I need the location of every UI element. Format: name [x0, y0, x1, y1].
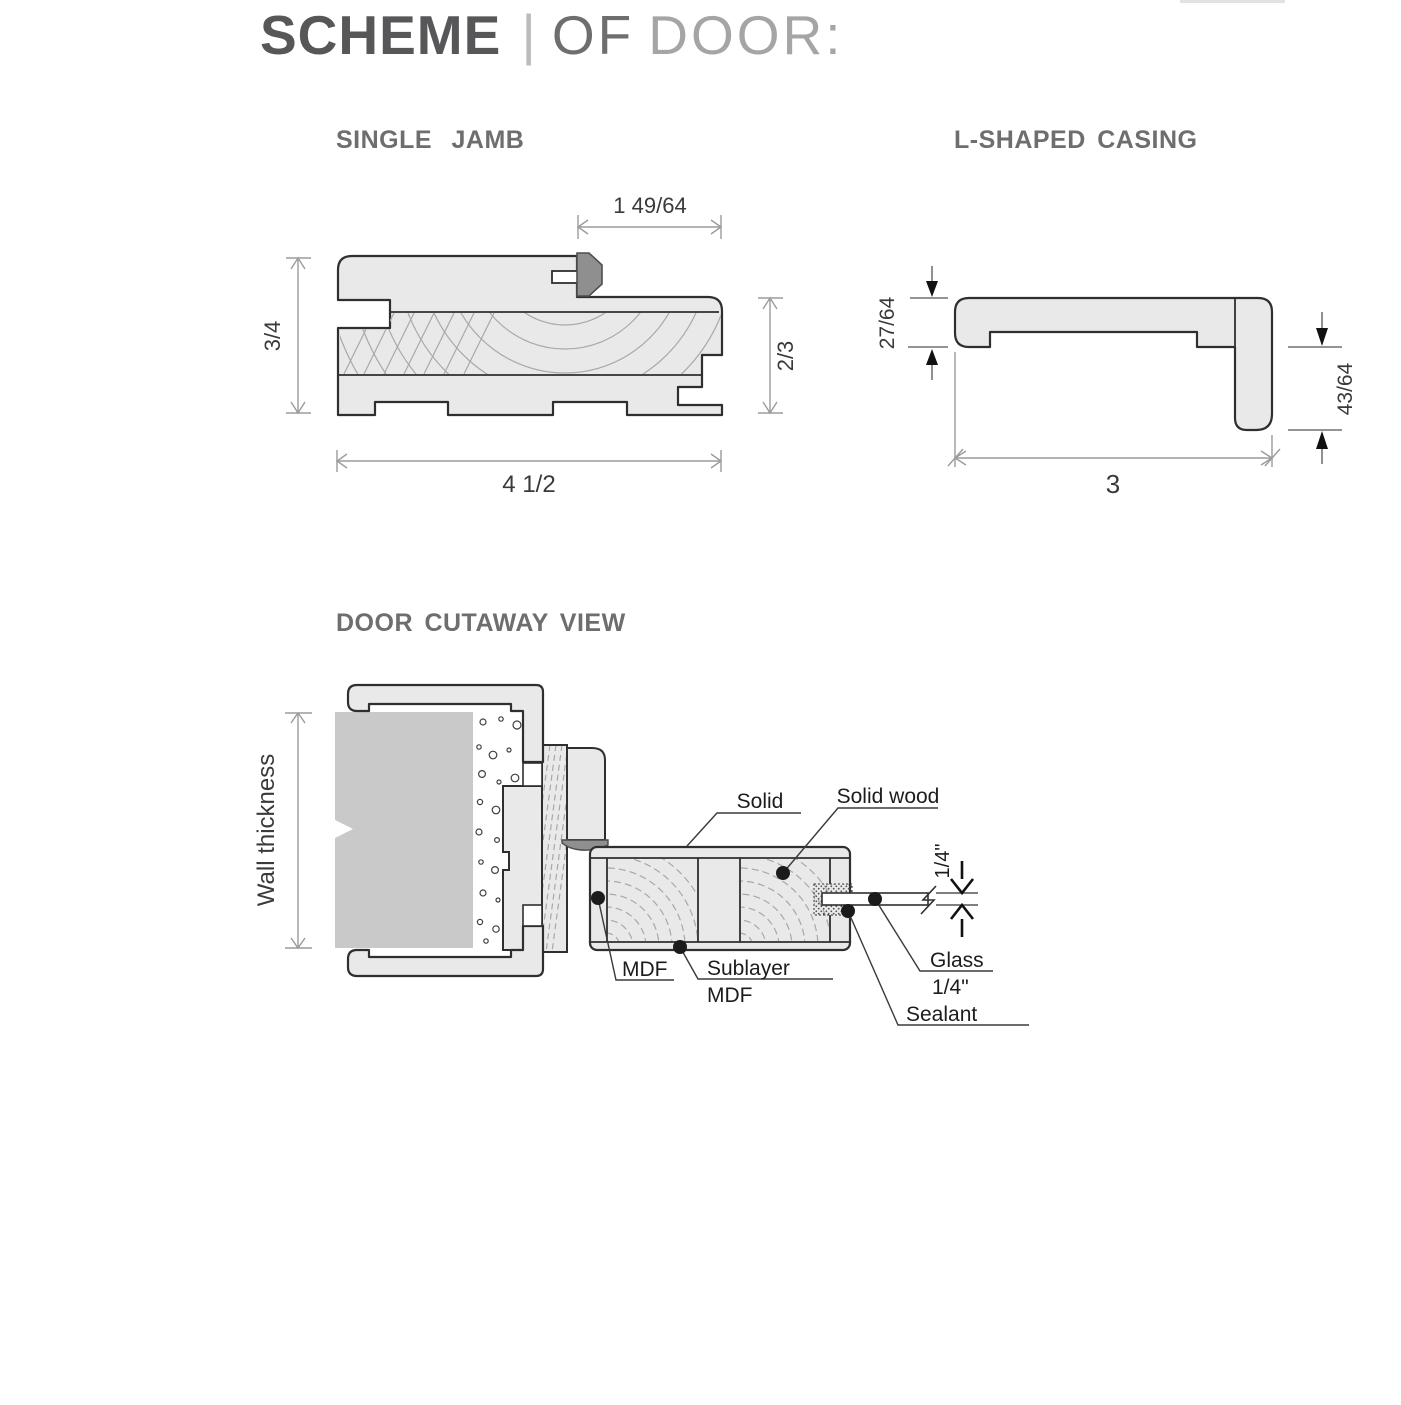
single-jamb-profile	[338, 256, 722, 415]
single-jamb-dim-right: 2/3	[773, 340, 798, 372]
wall-section	[335, 712, 473, 948]
title-of: OF	[551, 4, 635, 66]
door-leaf	[590, 847, 850, 950]
l-casing-dimensions	[908, 266, 1342, 467]
l-casing-drawing	[876, 266, 1357, 499]
l-casing-dim-left: 27/64	[876, 296, 899, 350]
label-sealant: Sealant	[906, 1003, 978, 1026]
single-jamb-dim-bottom: 4 1/2	[502, 471, 556, 498]
door-stop	[567, 748, 605, 840]
wall-thickness-dimension	[285, 713, 312, 948]
l-casing-dim-bottom: 3	[1105, 469, 1121, 499]
wall-thickness-label: Wall thickness	[253, 753, 280, 907]
cutaway-drawing	[253, 685, 1029, 1052]
glass-break-symbol	[921, 886, 936, 914]
label-sublayer-line1: Sublayer	[707, 957, 790, 980]
label-glass-line2: 1/4"	[932, 976, 969, 999]
single-jamb-dim-left: 3/4	[260, 320, 285, 352]
label-glass-line1: Glass	[930, 949, 984, 972]
single-jamb-drawing	[260, 0, 829, 517]
weatherstrip-seal	[577, 253, 602, 296]
title-separator: |	[521, 3, 536, 66]
label-sublayer-line2: MDF	[707, 984, 753, 1007]
l-casing-profile	[955, 298, 1272, 430]
l-casing-dim-right: 43/64	[1334, 362, 1357, 416]
single-jamb-dim-top: 1 49/64	[613, 193, 687, 218]
l-shaped-casing-heading: L-SHAPED CASING	[954, 126, 1198, 154]
glass-gap-label: 1/4"	[932, 843, 954, 879]
title-door: DOOR:	[648, 4, 844, 66]
single-jamb-heading: SINGLE JAMB	[336, 126, 525, 154]
top-casing-groove	[523, 763, 542, 786]
door-cutaway-heading: DOOR CUTAWAY VIEW	[336, 609, 626, 637]
label-solid-wood: Solid wood	[836, 785, 940, 808]
label-solid: Solid	[736, 790, 784, 813]
label-mdf: MDF	[622, 958, 668, 981]
title-primary: SCHEME	[260, 4, 502, 66]
bottom-casing-groove	[523, 905, 542, 926]
